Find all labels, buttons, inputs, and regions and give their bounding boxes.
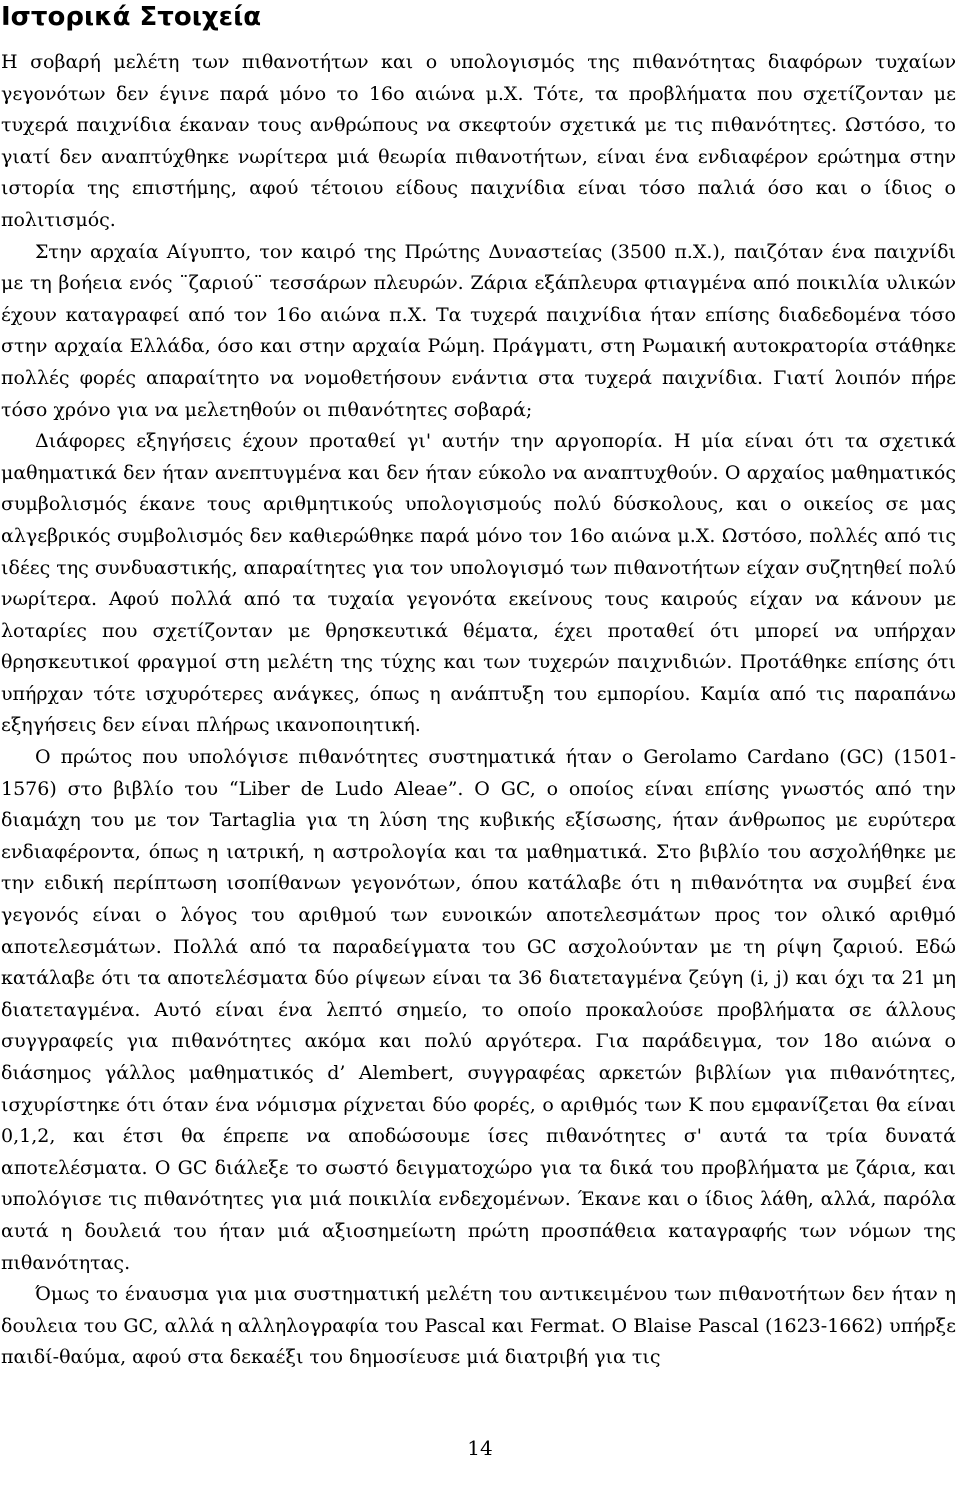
body-text: [1, 47, 956, 1374]
section-title: Ιστορικά Στοιχεία: [1, 2, 262, 32]
paragraph-2: Στην αρχαία Αίγυπτο, τον καιρό της Πρώτης Δυναστείας (3500 π.Χ.), παιζόταν ένα παιχνίδι με τη βοήεια ενός ¨ζαριού¨ τεσσάρων πλευρών. Ζάρια εξάπλευρα φτιαγμένα από ποικιλία υλικών έχουν καταγραφεί από τον 16ο αιώνα π.Χ. Τα τυχερά παιχνίδια ήταν επίσης διαδεδομένα τόσο στην αρχαία Ελλάδα, όσο και στην αρχαία Ρώμη. Πράγματι, στη Ρωμαική αυτοκρατορία στάθηκε πολλές φορές απαραίτητο να νομοθετήσουν ενάντια στα τυχερά παιχνίδια. Γιατί λοιπόν πήρε τόσο χρόνο για να μελετηθούν οι πιθανότητες σοβαρά;: [1, 240, 956, 421]
paragraph-4: Ο πρώτος που υπολόγισε πιθανότητες συστηματικά ήταν ο Gerolamo Cardano (GC) (1501-1576) στο βιβλίο του “Liber de Ludo Aleae”. Ο GC, ο οποίος είναι επίσης γνωστός από την διαμάχη του με τον Tartaglia για τη λύση της κυβικής εξίσωσης, ήταν άνθρωπος με ευρύτερα ενδιαφέροντα, όπως η ιατρική, η αστρολογία και τα μαθηματικά. Στο βιβλίο του ασχολήθηκε με την ειδική περίπτωση ισοπίθανων γεγονότων, όπου κατάλαβε ότι η πιθανότητα να συμβεί ένα γεγονός είναι ο λόγος του αριθμού των ευνοικών αποτελεσμάτων προς τον ολικό αριθμό αποτελεσμάτων. Πολλά από τα παραδείγματα του GC ασχολούνταν με τη ρίψη ζαριού. Εδώ κατάλαβε ότι τα αποτελέσματα δύο ρίψεων είναι τα 36 διατεταγμένα ζεύγη (i, j) και όχι τα 21 μη διατεταγμένα. Αυτό είναι ένα λεπτό σημείο, το οποίο προκαλούσε προβλήματα σε άλλους συγγραφείς για πιθανότητες ακόμα και πολύ αργότερα. Για παράδειγμα, τον 18ο αιώνα ο διάσημος γάλλος μαθηματικός d’ Alembert, συγγραφέας αρκετών βιβλίων για πιθανότητες, ισχυρίστηκε ότι όταν ένα νόμισμα ρίχνεται δύο φορές, ο αριθμός των Κ που εμφανίζεται θα είναι 0,1,2, και έτσι θα έπρεπε να αποδώσουμε ίσες πιθανότητες σ' αυτά τα τρία δυνατά αποτελέσματα. Ο GC διάλεξε το σωστό δειγματοχώρο για τα δικά του προβλήματα με ζάρια, και υπολόγισε τις πιθανότητες για μιά ποικιλία ενδεχομένων. Έκανε και ο ίδιος λάθη, αλλά, παρόλα αυτά η δουλειά του ήταν μιά αξιοσημείωτη πρώτη προσπάθεια καταγραφής των νόμων της πιθανότητας.: [1, 746, 956, 1274]
paragraph-1: Η σοβαρή μελέτη των πιθανοτήτων και ο υπολογισμός της πιθανότητας διαφόρων τυχαίων γεγονότων δεν έγινε παρά μόνο το 16ο αιώνα μ.Χ. Τότε, τα προβλήματα που σχετίζονταν με τυχερά παιχνίδια έκαναν τους ανθρώπους να σκεφτούν σχετικά με τις πιθανότητες. Ωστόσο, το γιατί δεν αναπτύχθηκε νωρίτερα μιά θεωρία πιθανοτήτων, είναι ένα ενδιαφέρον ερώτημα στην ιστορία της επιστήμης, αφού τέτοιου είδους παιχνίδια είναι τόσο παλιά όσο και ο ίδιος ο πολιτισμός.: [1, 51, 956, 231]
paragraph-5: Όμως το έναυσμα για μια συστηματική μελέτη του αντικειμένου των πιθανοτήτων δεν ήταν η δουλεια του GC, αλλά η αλληλογραφία του Pascal και Fermat. Ο Blaise Pascal (1623-1662) υπήρξε παιδί-θαύμα, αφού στα δεκαέξι του δημοσίευσε μιά διατριβή για τις: [1, 1283, 956, 1369]
paragraph-3: Διάφορες εξηγήσεις έχουν προταθεί γι' αυτήν την αργοπορία. Η μία είναι ότι τα σχετικά μαθηματικά δεν ήταν ανεπτυγμένα και δεν ήταν εύκολο να αναπτυχθούν. Ο αρχαίος μαθηματικός συμβολισμός έκανε τους αριθμητικούς υπολογισμούς πολύ δύσκολους, και ο οικείος σε μας αλγεβρικός συμβολισμός δεν καθιερώθηκε παρά μόνο τον 16ο αιώνα μ.Χ. Ωστόσο, πολλές από τις ιδέες της συνδυαστικής, απαραίτητες για τον υπολογισμό των πιθανοτήτων είχαν συζητηθεί πολύ νωρίτερα. Αφού πολλά από τα τυχαία γεγονότα εκείνους τους καιρούς είχαν να κάνουν με λοταρίες που σχετίζονταν με θρησκευτικά θέματα, έχει προταθεί ότι μπορεί να υπήρχαν θρησκευτικοί φραγμοί στη μελέτη της τύχης και των τυχερών παιχνιδιών. Προτάθηκε επίσης ότι υπήρχαν τότε ισχυρότερες ανάγκες, όπως η ανάπτυξη του εμπορίου. Καμία από τις παραπάνω εξηγήσεις δεν είναι πλήρως ικανοποιητική.: [1, 430, 956, 737]
page-number: 14: [467, 1436, 493, 1460]
